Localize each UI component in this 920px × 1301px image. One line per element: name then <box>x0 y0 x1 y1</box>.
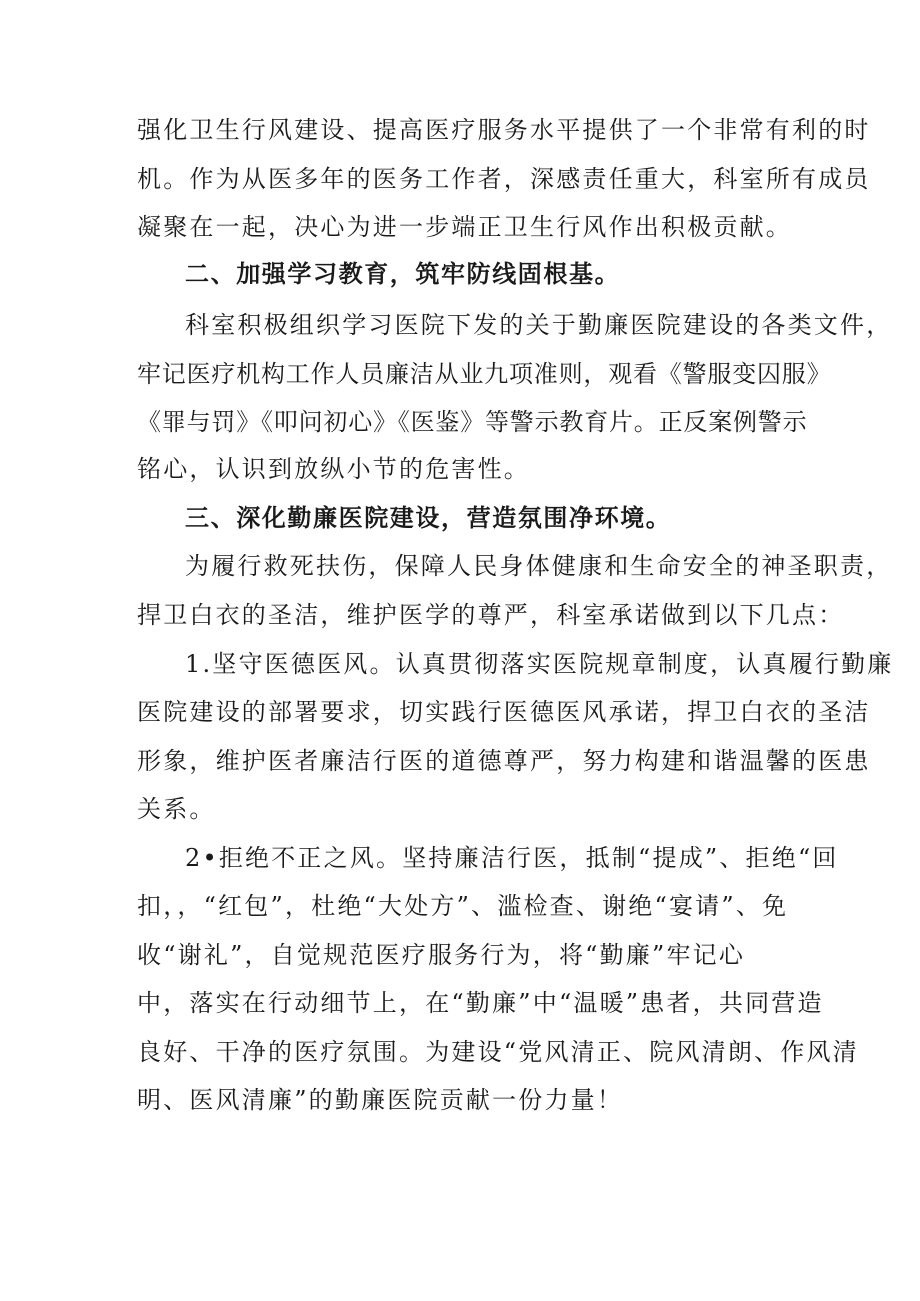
paragraph-line: 牢记医疗机构工作人员廉洁从业九项准则，观看《警服变囚服》 <box>137 360 832 388</box>
list-item-2-line: 2•拒绝不正之风。坚持廉洁行医，抵制“提成”、拒绝“回 <box>185 844 839 872</box>
paragraph-line: 《罪与罚》《叩问初心》《医鉴》等警示教育片。正反案例警示 <box>137 408 808 436</box>
paragraph-line: 铭心，认识到放纵小节的危害性。 <box>137 455 530 483</box>
paragraph-line: 关系。 <box>137 795 216 823</box>
paragraph-line: 中，落实在行动细节上，在“勤廉”中“温暖”患者，共同营造 <box>137 989 824 1017</box>
paragraph-line: 机。作为从医多年的医务工作者，深感责任重大，科室所有成员 <box>137 165 871 193</box>
section-heading-3: 三、深化勤廉医院建设，营造氛围净环境。 <box>185 504 672 532</box>
paragraph-line: 形象，维护医者廉洁行医的道德尊严，努力构建和谐温馨的医患 <box>137 747 871 775</box>
paragraph-line: 明、医风清廉”的勤廉医院贡献一份力量！ <box>137 1086 624 1114</box>
section-heading-2: 二、加强学习教育，筑牢防线固根基。 <box>185 260 621 288</box>
paragraph-line: 为履行救死扶伤，保障人民身体健康和生命安全的神圣职责， <box>185 552 893 580</box>
paragraph-line: 科室积极组织学习医院下发的关于勤廉医院建设的各类文件， <box>185 311 893 339</box>
paragraph-line: 凝聚在一起，决心为进一步端正卫生行风作出积极贡献。 <box>137 213 792 241</box>
paragraph-line: 医院建设的部署要求，切实践行医德医风承诺，捍卫白衣的圣洁 <box>137 698 871 726</box>
paragraph-line: 捍卫白衣的圣洁，维护医学的尊严，科室承诺做到以下几点： <box>137 601 845 629</box>
list-item-1-line: 1.坚守医德医风。认真贯彻落实医院规章制度，认真履行勤廉 <box>185 650 894 678</box>
paragraph-line: 良好、干净的医疗氛围。为建设“党风清正、院风清朗、作风清 <box>137 1038 859 1066</box>
paragraph-line: 扣，，“红包”，杜绝“大处方”、滥检查、谢绝“宴请”、免 <box>137 892 789 920</box>
paragraph-line: 强化卫生行风建设、提高医疗服务水平提供了一个非常有利的时 <box>137 116 871 144</box>
paragraph-line: 收“谢礼”，自觉规范医疗服务行为，将“勤廉”牢记心 <box>137 941 746 969</box>
